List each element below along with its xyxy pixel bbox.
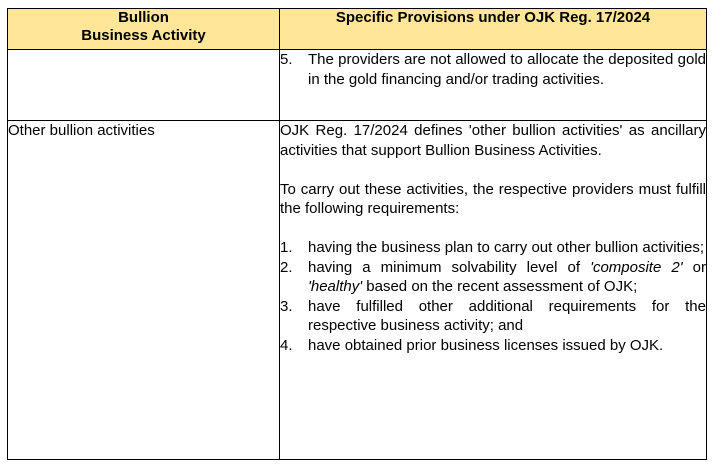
list-item-text-pre: having a minimum solvability level of (308, 258, 591, 276)
list-item (280, 297, 706, 336)
list-item (280, 258, 706, 297)
list-item-text: The providers are not allowed to allocate the deposited gold in the gold financing and/or trading activities. (308, 51, 706, 88)
intro-paragraph: OJK Reg. 17/2024 defines 'other bullion activities' as ancillary activities that support Bullion Business Activities. (280, 122, 706, 159)
list-item (280, 336, 706, 356)
table-header-row (8, 9, 707, 50)
table-row (8, 50, 707, 121)
list-item-text-mid: or (682, 258, 706, 276)
composite-term: 'composite 2' (590, 258, 683, 276)
table-row (8, 121, 707, 460)
activity-cell: Other bullion activities (8, 121, 280, 460)
header-specific-provisions: Specific Provisions under OJK Reg. 17/2024 (280, 9, 707, 50)
list-item-number: 4. (280, 336, 293, 354)
list-item-number: 2. (280, 258, 293, 276)
list-item-number: 3. (280, 297, 293, 315)
list-item-text-post: based on the recent assessment of OJK; (362, 278, 638, 295)
requirements-intro-paragraph: To carry out these activities, the respective providers must fulfill the following requirements: (280, 180, 706, 217)
list-item-text: have fulfilled other additional requirements for the respective business activity; and (308, 297, 706, 334)
provisions-cell (280, 121, 707, 460)
list-item-text (308, 258, 706, 297)
list-item (280, 50, 706, 89)
list-item-number: 5. (280, 51, 293, 68)
list-item-number: 1. (280, 239, 293, 256)
provisions-table (7, 8, 707, 460)
header-bullion-business-activity (8, 9, 280, 50)
activity-cell-empty (8, 50, 280, 121)
healthy-term: 'healthy' (308, 278, 363, 295)
list-item-text: have obtained prior business licenses issued by OJK. (308, 336, 664, 354)
list-item (280, 238, 706, 258)
header-col1-line1: Bullion (118, 9, 169, 26)
header-col1-line2: Business Activity (81, 27, 206, 44)
provisions-cell (280, 50, 707, 121)
list-item-text: having the business plan to carry out other bullion activities; (308, 239, 705, 256)
